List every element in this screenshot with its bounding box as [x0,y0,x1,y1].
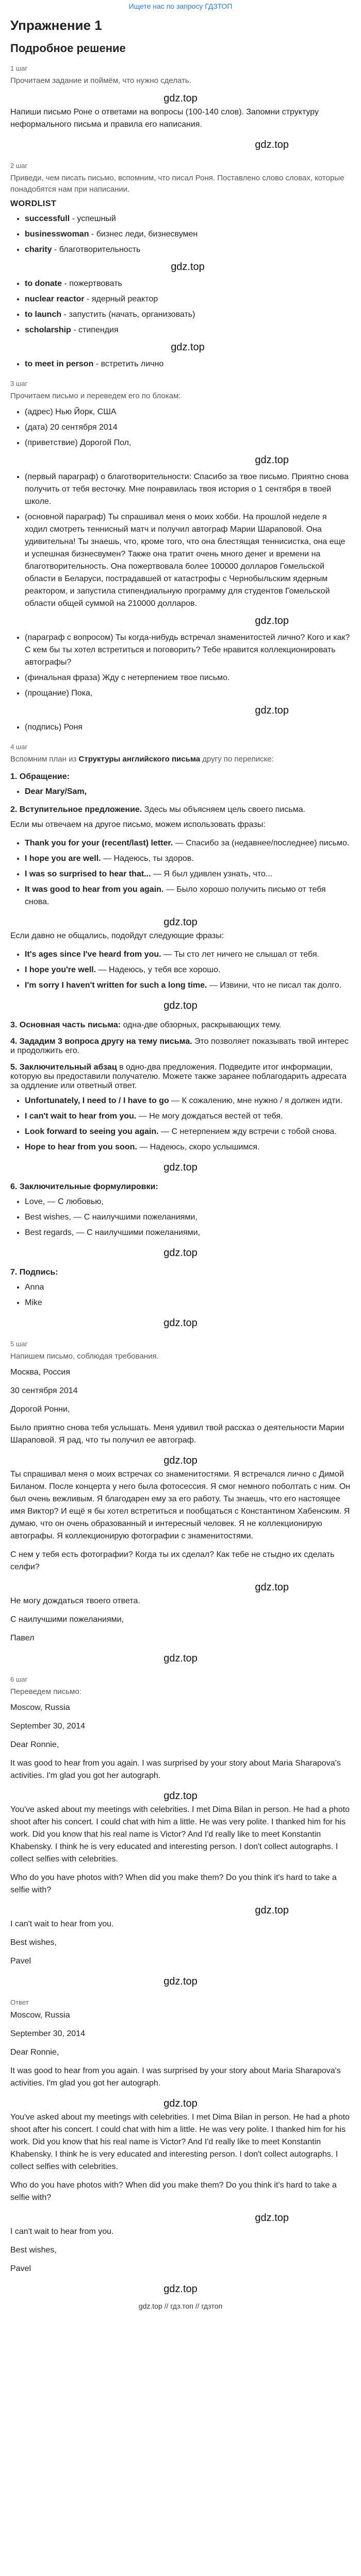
phrase-ru: — Не могу дождаться вестей от тебя. [136,1112,283,1121]
phrase-en: I hope you're well. [25,965,96,974]
section-title: 7. Подпись: [10,1268,58,1277]
watermark-text: gdz.top [163,1247,198,1259]
phrase-item [25,1281,351,1294]
section-head [10,1268,351,1277]
word-translation: - стипендия [71,326,119,334]
phrase-en: Dear Mary/Sam, [25,787,87,796]
watermark-text: gdz.top [163,1976,198,1987]
watermark-text: gdz.top [163,2283,198,2295]
phrase-en: It's ages since I've heard from you. [25,950,161,959]
watermark-text: gdz.top [255,139,289,150]
letter-breakdown [10,406,351,734]
section-title: 3. Основная часть письма: [10,1021,121,1029]
word-translation: - встретить лично [93,360,164,368]
wordlist-item [25,278,351,290]
phrase-en: Unfortunately, I need to / I have to go [25,1096,169,1105]
phrase-en: I can't wait to hear from you. [25,1112,137,1121]
watermark-text: gdz.top [163,93,198,104]
letter-line: September 30, 2014 [10,1722,85,1731]
breakdown-item: • (приветствие) Дорогой Пол, [25,437,351,449]
section-note: Если мы отвечаем на другое письмо, можем использовать фразы: [10,820,266,829]
phrase-en: Thank you for your (recent/last) letter. [25,839,173,848]
phrase-ru: — Спасибо за (недавнее/последнее) письмо. [173,839,350,848]
letter-line: С наилучшими пожеланиями, [10,1615,124,1624]
instr-text: другу по переписке: [200,755,274,764]
step-label: 4 шаг [10,743,28,751]
word-translation: - пожертвовать [62,279,122,288]
letter-line: Dear Ronnie, [10,1740,59,1749]
watermark-text: gdz.top [255,1905,289,1916]
wordlist [10,213,351,370]
section-desc: в одно-два предложения. Подведите итог информации, которую вы предоставили получателю. Можете также заранее поблагодарить адресата за оддление или ответный ответ. [10,1063,347,1090]
phrase-list [10,1196,351,1239]
step-instruction: Напишем письмо, соблюдая требования. [10,1352,159,1361]
step-label: Ответ [10,1998,29,2006]
watermark-text: gdz.top [255,2212,289,2224]
phrase-ru: — Я был удивлен узнать, что... [151,870,273,878]
section-head [10,1182,351,1192]
footer-links: gdz.top // гдз.топ // гдзтоп [138,2302,223,2310]
letter-line: Pavel [10,2264,31,2273]
word-translation: - запустить (начать, организовать) [61,310,195,319]
phrase-ru: Best wishes, — С наилучшими пожеланиями, [25,1213,198,1222]
section-desc: одна-две обзорных, раскрывающих тему. [121,1021,282,1029]
word-translation: - благотворительность [52,245,141,254]
letter-line: Best wishes, [10,2246,57,2255]
section-head [10,1037,351,1056]
watermark-text: gdz.top [163,917,198,928]
phrase-item [25,964,351,976]
structure-link[interactable]: Структуры английского письма [78,755,201,764]
word-term: to meet in person [25,360,94,368]
phrase-en: I'm sorry I haven't written for such a long time. [25,981,207,990]
letter-line: I can't wait to hear from you. [10,1920,114,1928]
section-desc: Здесь мы объясняем цель своего письма. [142,805,306,814]
letter-line: It was good to hear from you again. I was surprised by your story about Maria Sharapova's activities. I'm glad you got her autograph. [10,2066,341,2088]
phrase-item [25,1095,351,1107]
wordlist-item [25,244,351,256]
watermark-text: gdz.top [163,1653,198,1664]
letter-line: Было приятно снова тебя услышать. Меня удивил твой рассказ о деятельности Марии Шараповой. Я рад, что ты получил ее автограф. [10,1423,344,1445]
wordlist-item [25,309,351,321]
watermark-text: gdz.top [255,615,289,626]
step-instruction: Переведем письмо: [10,1687,81,1696]
section-title: 4. Зададим 3 вопроса другу на тему письма. [10,1037,192,1046]
letter-line: Москва, Россия [10,1368,70,1377]
step-instruction: Прочитаем письмо и переведем его по блокам: [10,392,181,400]
section-title: 5. Заключительный абзац [10,1063,117,1072]
word-term: scholarship [25,326,71,334]
breakdown-item: • (адрес) Нью Йорк, США [25,406,351,418]
solution-subtitle: Подробное решение [10,42,126,55]
letter-line: Best wishes, [10,1938,57,1947]
letter-line: Moscow, Russia [10,2011,70,2020]
letter-line: Moscow, Russia [10,1703,70,1712]
letter-line: С нем у тебя есть фотографии? Когда ты их сделал? Как тебе не стыдно их сделать селфи? [10,1550,335,1571]
letter-line: Павел [10,1634,35,1642]
phrase-item [25,1110,351,1123]
step-instruction [10,754,351,765]
phrase-en: It was good to hear from you again. [25,885,164,894]
phrase-list [10,837,351,908]
word-translation: - бизнес леди, бизнесвумен [89,230,198,239]
section-title: 1. Обращение: [10,772,70,781]
top-search-link[interactable]: Ищете нас по запросу ГДЗТОП [128,2,233,10]
letter-line: 30 сентября 2014 [10,1386,78,1395]
phrase-en: Look forward to seeing you again. [25,1127,159,1136]
word-translation: - успешный [70,214,116,223]
wordlist-item [25,324,351,336]
phrase-item [25,1141,351,1154]
page-title: Упражнение 1 [10,18,102,33]
phrase-ru: — Надеюсь, скоро услышимся. [137,1143,260,1151]
watermark-text: gdz.top [255,705,289,716]
phrase-item [25,837,351,850]
section-head [10,805,351,815]
breakdown-item: • (подпись) Роня [25,721,351,734]
step-label: 5 шаг [10,1340,28,1348]
watermark-text: gdz.top [171,261,205,273]
phrase-ru: — Было хорошо получить письмо от тебя снова. [25,885,326,906]
phrase-ru: Best regards, — С наилучшими пожеланиями, [25,1228,201,1237]
phrase-ru: Love, — С любовью, [25,1197,104,1206]
phrase-item [25,786,351,798]
step-label: 6 шаг [10,1675,28,1683]
step-label: 3 шаг [10,380,28,387]
breakdown-item: • (прощание) Пока, [25,687,351,700]
word-term: businesswoman [25,230,89,239]
word-term: charity [25,245,52,254]
phrase-ru: — С нетерпением жду встречи с тобой снова. [158,1127,337,1136]
section-desc: Это позволяет показывать твой интерес и продолжить его. [10,1037,349,1055]
section-title: 2. Вступительное предложение. [10,805,142,814]
letter-line: Дорогой Ронни, [10,1405,70,1414]
word-term: successfull [25,214,70,223]
phrase-item [25,1211,351,1224]
word-term: to launch [25,310,62,319]
wordlist-item [25,358,351,370]
letter-line: Who do you have photos with? When did you make them? Do you think it's hard to take a selfie with? [10,1873,337,1894]
breakdown-item: • (параграф с вопросом) Ты когда-нибудь встречал знаменитостей лично? Кого и как? С кем бы ты хотел встретиться и поговорить? Тебе нравится коллекционировать автографы? [25,632,351,669]
instr-text: Вспомним план из [10,755,79,764]
phrase-ru: Anna [25,1283,44,1292]
wordlist-item [25,293,351,306]
step-label: 2 шаг [10,162,28,170]
phrase-list [10,1095,351,1154]
letter-line: Dear Ronnie, [10,2048,59,2057]
phrase-en: I was so surprised to hear that... [25,870,151,878]
phrase-item [25,979,351,992]
word-term: to donate [25,279,62,288]
step-instruction: Прочитаем задание и поймём, что нужно сделать. [10,76,191,85]
letter-line: Не могу дождаться твоего ответа. [10,1597,140,1605]
letter-line: It was good to hear from you again. I was surprised by your story about Maria Sharapova's activities. I'm glad you got her autograph. [10,1759,341,1780]
phrase-item [25,1297,351,1309]
watermark-text: gdz.top [163,1162,198,1173]
phrase-item [25,853,351,865]
phrase-item [25,948,351,961]
watermark-text: gdz.top [163,1000,198,1011]
phrase-ru: — Надеюсь, у тебя все хорошо. [96,965,221,974]
wordlist-title: WORDLIST [10,199,57,208]
watermark-text: gdz.top [163,1455,198,1466]
phrase-ru: — К сожалению, мне нужно / я должен идти. [169,1096,342,1105]
phrase-ru: — Извини, что не писал так долго. [207,981,342,990]
phrase-list [10,1281,351,1309]
breakdown-item: • (дата) 20 сентября 2014 [25,421,351,434]
section-head [10,1021,351,1030]
letter-line: You've asked about my meetings with celebrities. I met Dima Bilan in person. He had a photo shoot after his concert. I could chat with him a little. He was very polite. I thanked him for his work. Did you know that his real name is Victor? And I'd really like to meet Konstantin Khabensky. I think he is very educated and interesting person. I don't collect autographs. I collect selfies with celebrities. [10,1805,350,1863]
letter-line: September 30, 2014 [10,2029,85,2038]
section-title: 6. Заключительные формулировки: [10,1182,158,1191]
phrase-item [25,868,351,880]
phrase-ru: — Надеюсь, ты здоров. [101,854,194,863]
watermark-text: gdz.top [163,1317,198,1329]
step-instruction: Приведи, чем писать письмо, вспомним, что писал Роня. Поставлено слово словах, которые понадобятся нам при написании. [10,174,344,194]
step-label: 1 шаг [10,64,28,72]
word-term: nuclear reactor [25,295,85,303]
letter-line: Pavel [10,1957,31,1965]
phrase-list [10,948,351,992]
phrase-item [25,1227,351,1239]
breakdown-item: • (основной параграф) Ты спрашивал меня о моих хобби. На прошлой неделе я ходил смотреть теннисный матч и получил автограф Марии Шараповой. Она удивительна! Ты знаешь, что, кроме того, что она блестящая теннисистка, она еще и успешная бизнесвумен? Также она тратит очень много денег и времени на благотворительность. Она пожертвовала более 100000 долларов Гомельской области в Беларуси, пострадавшей от катастрофы с Чернобыльским ядерным реактором, и запустила стипендиальную программу для студентов Гомельской области общей суммой на 210000 долларов. [25,511,351,610]
phrase-en: Hope to hear from you soon. [25,1143,137,1151]
phrase-item [25,1126,351,1138]
phrase-item [25,884,351,908]
watermark-text: gdz.top [255,1582,289,1593]
top-banner [0,0,361,13]
phrase-ru: — Ты сто лет ничего не слышал от тебя. [161,950,319,959]
section-head [10,1063,351,1091]
watermark-text: gdz.top [163,1790,198,1802]
phrase-ru: Mike [25,1298,42,1307]
section-note: Если давно не общались, подойдут следующие фразы: [10,931,224,940]
letter-line: I can't wait to hear from you. [10,2227,114,2236]
phrase-en: I hope you are well. [25,854,101,863]
breakdown-item: • (финальная фраза) Жду с нетерпением твое письмо. [25,672,351,684]
section-head [10,772,351,782]
letter-line: Who do you have photos with? When did you make them? Do you think it's hard to take a selfie with? [10,2181,337,2202]
letter-line: Ты спрашивал меня о моих встречах со знаменитостями. Я встречался лично с Димой Биланом. После концерта у него была фотосессия. Я смог немного поболтать с ним. Он был очень вежливым. Я благодарен ему за его работу. Ты знаешь, что его настоящее имя Виктор? И ещё я бы хотел встретиться и пообщаться с Константином Хабенским. Я думаю, что он очень образованный и интересный человек. Я не коллекционирую автографы. Я коллекционирую фотографии с знаменитостями. [10,1470,350,1540]
letter-line: You've asked about my meetings with celebrities. I met Dima Bilan in person. He had a photo shoot after his concert. I could chat with him a little. He was very polite. I thanked him for his work. Did you know that his real name is Victor? And I'd really like to meet Konstantin Khabensky. I think he is very educated and interesting person. I don't collect autographs. I collect selfies with celebrities. [10,2113,350,2171]
task-text: Напиши письмо Роне о ответами на вопросы (100-140 слов). Запомни структуру неформального письма и правила его написания. [10,108,319,129]
breakdown-item: • (первый параграф) о благотворительности: Спасибо за твое письмо. Приятно снова получить от тебя весточку. Мне понравилась твоя история о 1 сентября в твоей школе. [25,471,351,508]
wordlist-item [25,228,351,241]
watermark-text: gdz.top [171,342,205,353]
phrase-list [10,786,351,798]
phrase-item [25,1196,351,1208]
page-content [0,18,361,2297]
watermark-text: gdz.top [255,454,289,466]
watermark-text: gdz.top [163,2098,198,2109]
wordlist-item [25,213,351,225]
word-translation: - ядерный реактор [84,295,158,303]
